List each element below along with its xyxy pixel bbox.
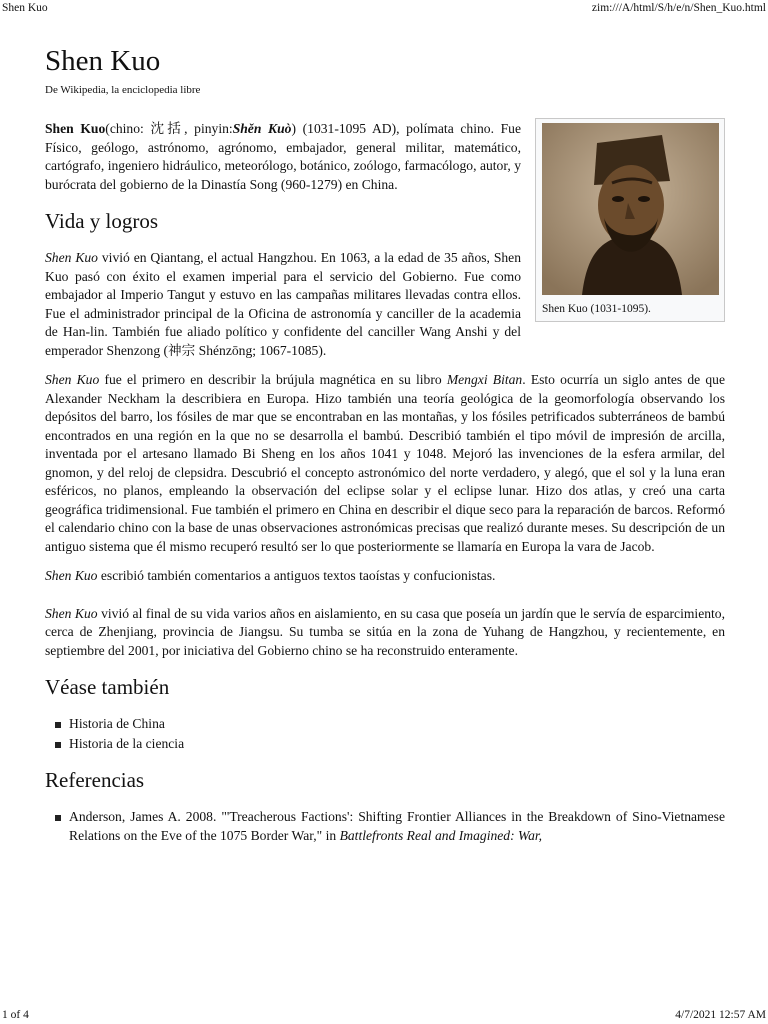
vida-p2-text-b: . Esto ocurría un siglo antes de que Alexander Neckham la describiera en Europa. Hizo también una teoría geológica de la geomorfología observando los depósitos del barro, los fósiles de mar que se encontraban en las montañas, y los fósiles petrificados subterráneos de bambú encontrados en una región en la que no se desarrolla el bambú. Describió también el tipo móvil de impresión de arcilla, inventada por el artesano llamado Bi Sheng en los años 1041 y 1048. Mejoró las invenciones de la esfera armilar, del gnomon, y del reloj de clepsidra. Descubrió el concepto astronómico del norte verdadero, y alegó, que el sol y la luna eran esféricos, no planos, empleando la observación del eclipse solar y el eclipse lunar. Hizo dos atlas, y creó una carta geográfica tridimensional. Fue también el primero en China en describir el dique seco para la reparación de barcos. Reformó el calendario chino con la base de unas observaciones astronómicas precisas que realizó durante meses. Su descripción de un antiguo sistema que él mismo recuperó resultó ser lo que posteriormente se llamaría en Europa la vara de Jacob.	[45, 372, 725, 554]
page-count: 1 of 4	[2, 1009, 29, 1021]
section-heading-vida: Vida y logros	[45, 209, 159, 233]
vida-p2-text-a: fue el primero en describir la brújula magnética en su libro	[99, 372, 447, 387]
intro-pinyin: Shěn Kuò	[232, 121, 292, 136]
print-footer	[0, 1008, 768, 1022]
vida-p4-text: vivió al final de su vida varios años en aislamiento, en su casa que poseía un jardín que le servía de esparcimiento, cerca de Zhenjiang, provincia de Jiangsu. Su tumba se sitúa en la zona de Yuhang de Hangzhou, y recientemente, en septiembre del 2001, por iniciativa del Gobierno chino se ha reconstruido enteramente.	[45, 605, 726, 658]
page-subtitle: De Wikipedia, la enciclopedia libre	[45, 84, 201, 96]
reference-text-a: Anderson, James A. 2008. "'Treacherous Factions': Shifting Frontier Alliances in the Breakdown of Sino-Vietnamese Relations on the Eve of the 1075 Border War," in	[69, 809, 725, 843]
see-also-item[interactable]: Historia de la ciencia	[69, 735, 725, 754]
print-header	[0, 1, 768, 15]
intro-name: Shen Kuo	[45, 121, 106, 136]
reference-text-b: Battlefronts Real and Imagined: War,	[339, 827, 543, 843]
paragraph-gap	[45, 597, 725, 605]
vida-p1-text: vivió en Qiantang, el actual Hangzhou. En 1063, a la edad de 35 años, Shen Kuo pasó con éxito el examen imperial para el servicio del Gobierno. Fue como embajador al Imperio Tangut y estuvo en las campañas militares llevadas contra ellos. Fue el administrador principal de la Oficina de astronomía y canciller de la academia de Han-lin. También fue aliado político y confidente del canciller Wang Anshi y del emperador Shenzong (神宗 Shénzōng; 1067-1085).	[45, 250, 522, 358]
section-heading-vease: Véase también	[45, 675, 170, 699]
vida-p4-name: Shen Kuo	[45, 605, 98, 621]
vida-paragraph-3	[45, 567, 725, 586]
portrait-image[interactable]	[542, 123, 719, 295]
see-also-list	[45, 715, 725, 753]
intro-text-a: (chino: 沈括, pinyin:	[105, 121, 233, 136]
reference-item	[69, 808, 725, 845]
vida-paragraph-2	[45, 371, 725, 556]
section-heading-refs: Referencias	[45, 768, 145, 792]
print-url: zim:///A/html/S/h/e/n/Shen_Kuo.html	[591, 2, 766, 14]
print-title: Shen Kuo	[2, 2, 48, 14]
vida-paragraph-4	[45, 605, 725, 661]
vida-p1-name: Shen Kuo	[45, 250, 98, 265]
page-title: Shen Kuo	[45, 45, 161, 77]
vida-p3-name: Shen Kuo	[45, 568, 98, 583]
intro-text-b: ) (1031-1095 AD), polímata chino. Fue Físico, geólogo, astrónomo, agrónomo, embajador, general militar, matemático, cartógrafo, ingeniero hidráulico, meteorólogo, botánico, zoólogo, farmacólogo, autor, y burócrata del gobierno de la Dinastía Song (960-1279) en China.	[45, 121, 522, 192]
vida-p2-name: Shen Kuo	[45, 372, 100, 387]
vida-p3-text: escribió también comentarios a antiguos textos taoístas y confucionistas.	[97, 568, 496, 583]
print-datetime: 4/7/2021 12:57 AM	[675, 1009, 766, 1021]
vida-p2-book: Mengxi Bitan	[446, 372, 523, 387]
references-list	[45, 808, 725, 845]
portrait-thumbnail	[535, 118, 725, 322]
see-also-item[interactable]: Historia de China	[69, 715, 725, 734]
article	[45, 43, 725, 846]
portrait-caption: Shen Kuo (1031-1095).	[542, 303, 651, 315]
